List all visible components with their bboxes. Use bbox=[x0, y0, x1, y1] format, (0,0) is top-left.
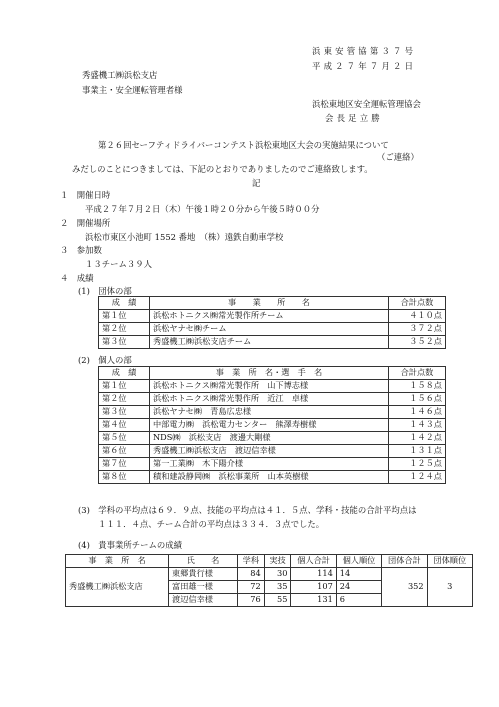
document-number: 浜東安管協第３７号 bbox=[312, 46, 417, 56]
participant-cell: NDS㈱ 浜松支店 渡邊大剛様 bbox=[150, 432, 389, 445]
individual-section-label: (2) 個人の部 bbox=[78, 355, 132, 365]
table-header-row bbox=[99, 297, 446, 310]
participant-cell: 浜松ホトニクス㈱常光製作所 山下博志様 bbox=[150, 380, 389, 393]
averages-line-2: １１１．４点、チーム合計の平均点は３３４．３点でした。 bbox=[98, 519, 325, 529]
rank-cell: 第７位 bbox=[99, 458, 150, 471]
document-date: 平成２７年７月２日 bbox=[312, 61, 417, 71]
score-cell: ４１０点 bbox=[389, 310, 446, 323]
rank-cell: 第２位 bbox=[99, 323, 150, 336]
table-row bbox=[99, 406, 446, 419]
name-cell: 渡辺信幸様 bbox=[169, 594, 238, 607]
section-2-value: 浜松市東区小池町 1552 番地 （株）遠鉄自動車学校 bbox=[85, 232, 284, 242]
company-name-cell: 秀盛機工㈱浜松支店 bbox=[66, 568, 169, 607]
company-results-label: (4) 貴事業所チームの成績 bbox=[78, 540, 182, 550]
score-cell: １５８点 bbox=[389, 380, 446, 393]
table-header: 個人順位 bbox=[336, 555, 381, 568]
academic-score-cell: 72 bbox=[238, 581, 265, 594]
table-header: 団体合計 bbox=[382, 555, 427, 568]
table-header: 学科 bbox=[238, 555, 265, 568]
recipient-title: 事業主・安全運転管理者様 bbox=[82, 85, 183, 95]
table-row bbox=[66, 568, 473, 581]
individual-results-table bbox=[98, 366, 446, 484]
score-cell: １２５点 bbox=[389, 458, 446, 471]
table-row bbox=[99, 336, 446, 349]
table-header-row bbox=[99, 367, 446, 380]
rank-cell: 第３位 bbox=[99, 336, 150, 349]
rank-cell: 第１位 bbox=[99, 380, 150, 393]
participant-cell: 浜松ヤナセ㈱ 青島広忠様 bbox=[150, 406, 389, 419]
rank-cell: 第２位 bbox=[99, 393, 150, 406]
sender-name: 会長足立勝 bbox=[325, 113, 383, 123]
academic-score-cell: 76 bbox=[238, 594, 265, 607]
participant-cell: 中部電力㈱ 浜松電力センター 熊澤寿樹様 bbox=[150, 419, 389, 432]
rank-cell: 第４位 bbox=[99, 419, 150, 432]
table-header: 個人合計 bbox=[291, 555, 336, 568]
section-3-label: ３ 参加数 bbox=[60, 245, 102, 255]
participant-cell: 第一工業㈱ 木下陽介様 bbox=[150, 458, 389, 471]
individual-total-cell: 114 bbox=[291, 568, 336, 581]
score-cell: １３１点 bbox=[389, 445, 446, 458]
practical-score-cell: 30 bbox=[264, 568, 291, 581]
table-header: 事 業 所 名・選 手 名 bbox=[150, 367, 389, 380]
practical-score-cell: 35 bbox=[264, 581, 291, 594]
score-cell: １２４点 bbox=[389, 471, 446, 484]
table-header: 実技 bbox=[264, 555, 291, 568]
team-results-table bbox=[98, 296, 446, 349]
individual-total-cell: 107 bbox=[291, 581, 336, 594]
intro-text: みだしのことにつきましては、下記のとおりでありましたのでご連絡致します。 bbox=[72, 164, 373, 174]
table-row bbox=[99, 419, 446, 432]
company-cell: 浜松ヤナセ㈱チーム bbox=[150, 323, 389, 336]
score-cell: １５６点 bbox=[389, 393, 446, 406]
rank-cell: 第６位 bbox=[99, 445, 150, 458]
individual-total-cell: 131 bbox=[291, 594, 336, 607]
section-1-label: １ 開催日時 bbox=[60, 190, 111, 200]
table-row bbox=[99, 310, 446, 323]
company-results-table bbox=[65, 554, 473, 607]
team-section-label: (1) 団体の部 bbox=[78, 286, 132, 296]
participant-cell: 浜松ホトニクス㈱常光製作所 近江 卓様 bbox=[150, 393, 389, 406]
name-cell: 東郷貴行様 bbox=[169, 568, 238, 581]
table-header: 成 績 bbox=[99, 297, 150, 310]
score-cell: １４６点 bbox=[389, 406, 446, 419]
table-header: 氏 名 bbox=[169, 555, 238, 568]
table-header: 成 績 bbox=[99, 367, 150, 380]
section-1-value: 平成２７年７月２日（木）午後１時２０分から午後５時００分 bbox=[85, 204, 320, 214]
table-header-row bbox=[66, 555, 473, 568]
table-header: 事 業 所 名 bbox=[66, 555, 169, 568]
practical-score-cell: 55 bbox=[264, 594, 291, 607]
rank-cell: 第８位 bbox=[99, 471, 150, 484]
table-header: 合計点数 bbox=[389, 367, 446, 380]
table-row bbox=[99, 380, 446, 393]
table-row bbox=[99, 393, 446, 406]
score-cell: １４２点 bbox=[389, 432, 446, 445]
score-cell: ３７２点 bbox=[389, 323, 446, 336]
sender-organization: 浜松東地区安全運転管理協会 bbox=[312, 99, 421, 109]
individual-rank-cell: 14 bbox=[336, 568, 381, 581]
score-cell: ３５２点 bbox=[389, 336, 446, 349]
company-cell: 秀盛機工㈱浜松支店チーム bbox=[150, 336, 389, 349]
table-header: 事 業 所 名 bbox=[150, 297, 389, 310]
table-row bbox=[99, 445, 446, 458]
averages-line-1: (3) 学科の平均点は６９．９点、技能の平均点は４１．５点、学科・技能の合計平均点は bbox=[78, 505, 417, 515]
recipient-company: 秀盛機工㈱浜松支店 bbox=[82, 70, 158, 80]
section-4-label: ４ 成績 bbox=[60, 273, 94, 283]
name-cell: 富田雄一様 bbox=[169, 581, 238, 594]
ki-heading: 記 bbox=[252, 178, 261, 188]
rank-cell: 第１位 bbox=[99, 310, 150, 323]
individual-rank-cell: 24 bbox=[336, 581, 381, 594]
table-row bbox=[99, 432, 446, 445]
team-rank-cell: 3 bbox=[427, 568, 472, 607]
academic-score-cell: 84 bbox=[238, 568, 265, 581]
participant-cell: 積和建設静岡㈱ 浜松事業所 山本英樹様 bbox=[150, 471, 389, 484]
rank-cell: 第３位 bbox=[99, 406, 150, 419]
participant-cell: 秀盛機工㈱浜松支店 渡辺信幸様 bbox=[150, 445, 389, 458]
table-row bbox=[99, 471, 446, 484]
individual-rank-cell: 6 bbox=[336, 594, 381, 607]
table-header: 合計点数 bbox=[389, 297, 446, 310]
rank-cell: 第５位 bbox=[99, 432, 150, 445]
company-cell: 浜松ホトニクス㈱常光製作所チーム bbox=[150, 310, 389, 323]
section-3-value: １３チーム３９人 bbox=[85, 259, 152, 269]
document-title-sub: （ご連絡） bbox=[377, 152, 419, 162]
score-cell: １４３点 bbox=[389, 419, 446, 432]
section-2-label: ２ 開催場所 bbox=[60, 218, 111, 228]
table-row bbox=[99, 458, 446, 471]
document-title: 第２６回セーフティドライバーコンテスト浜松東地区大会の実施結果について bbox=[98, 140, 389, 150]
team-total-cell: 352 bbox=[382, 568, 427, 607]
table-header: 団体順位 bbox=[427, 555, 472, 568]
table-row bbox=[99, 323, 446, 336]
